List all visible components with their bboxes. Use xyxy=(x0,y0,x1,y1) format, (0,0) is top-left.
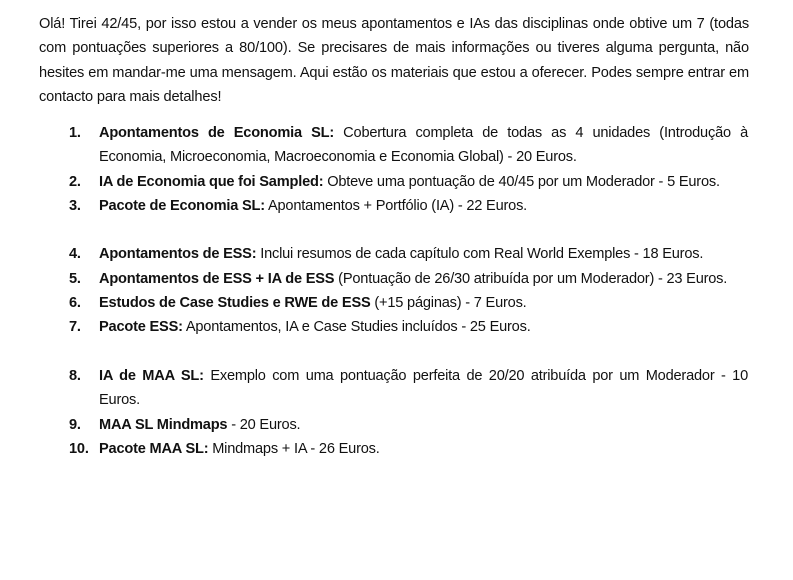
list-item-maa-mindmaps xyxy=(69,413,748,437)
item-description: Cobertura completa de todas as 4 unidades (Introdução à Economia, Microeconomia, Macroeconomia e Economia Global) - 20 Euros. xyxy=(99,125,749,166)
list-item-maa-bundle xyxy=(69,437,748,461)
item-title: Estudos de Case Studies e RWE de ESS xyxy=(99,295,371,312)
item-number: 3. xyxy=(69,197,81,214)
list-item-economia-notes xyxy=(69,121,748,170)
intro-paragraph: Olá! Tirei 42/45, por isso estou a vender os meus apontamentos e IAs das disciplinas onde obtive um 7 (todas com pontuações superiores a 80/100). Se precisares de mais informações ou tiveres alguma pergunta, não hesites em mandar-me uma mensagem. Aqui estão os materiais que estou a oferecer. Podes sempre entrar em contacto para mais detalhes! xyxy=(39,16,749,105)
item-title: Pacote MAA SL: xyxy=(99,440,209,457)
materials-list xyxy=(69,121,748,461)
list-item-ess-notes-ia xyxy=(69,267,748,291)
item-title: IA de Economia que foi Sampled: xyxy=(99,173,324,190)
list-item-maa-ia xyxy=(69,364,748,413)
item-description: Apontamentos, IA e Case Studies incluídos - 25 Euros. xyxy=(182,319,531,336)
list-item-ess-case-studies xyxy=(69,291,748,315)
item-number: 8. xyxy=(69,367,81,384)
item-number: 10. xyxy=(69,440,89,457)
list-item-economia-ia xyxy=(69,170,748,194)
item-title: Pacote de Economia SL: xyxy=(99,197,265,214)
item-title: Apontamentos de ESS + IA de ESS xyxy=(99,270,335,287)
list-item-ess-bundle xyxy=(69,315,748,339)
list-item-ess-notes xyxy=(69,242,748,266)
item-description: Inclui resumos de cada capítulo com Real World Exemples - 18 Euros. xyxy=(256,246,704,263)
item-title: IA de MAA SL: xyxy=(99,367,204,384)
item-description: Mindmaps + IA - 26 Euros. xyxy=(208,440,380,457)
list-item-economia-bundle xyxy=(69,194,748,218)
item-description: (Pontuação de 26/30 atribuída por um Moderador) - 23 Euros. xyxy=(334,270,728,287)
item-number: 1. xyxy=(69,125,81,141)
item-number: 2. xyxy=(69,173,81,190)
item-number: 5. xyxy=(69,270,81,287)
group-spacer xyxy=(69,340,748,364)
item-description: Exemplo com uma pontuação perfeita de 20/20 atribuída por um Moderador - 10 Euros. xyxy=(99,367,748,409)
item-title: Apontamentos de ESS: xyxy=(99,246,257,263)
item-description: Obteve uma pontuação de 40/45 por um Moderador - 5 Euros. xyxy=(323,173,720,190)
item-number: 6. xyxy=(69,295,81,312)
item-title: MAA SL Mindmaps xyxy=(99,416,228,433)
item-number: 7. xyxy=(69,319,81,336)
item-title: Pacote ESS: xyxy=(99,319,183,336)
item-number: 4. xyxy=(69,246,81,263)
item-description: Apontamentos + Portfólio (IA) - 22 Euros. xyxy=(264,197,528,214)
group-spacer xyxy=(69,218,748,242)
item-title: Apontamentos de Economia SL: xyxy=(99,125,334,141)
item-number: 9. xyxy=(69,416,81,433)
item-description: (+15 páginas) - 7 Euros. xyxy=(370,295,527,312)
item-description: - 20 Euros. xyxy=(227,416,301,433)
